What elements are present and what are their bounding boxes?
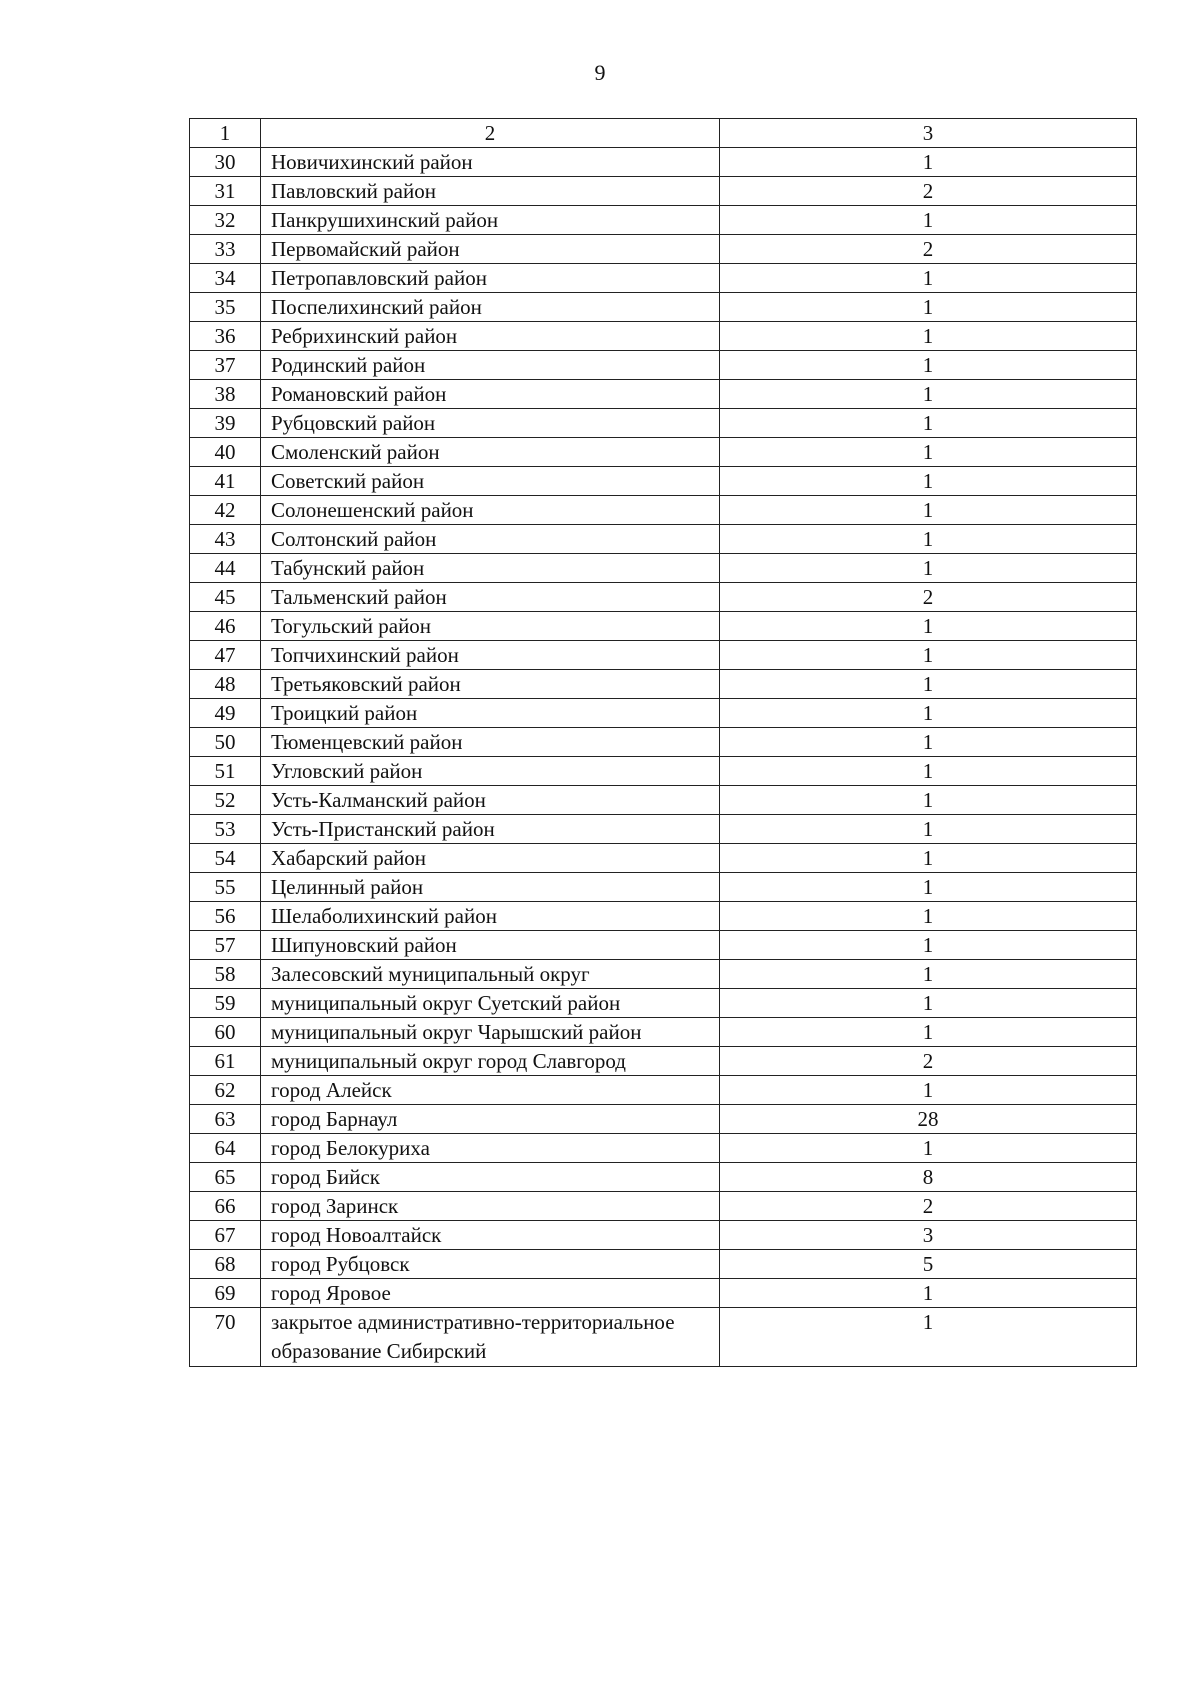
row-number-cell: 66 (190, 1192, 261, 1221)
row-number-cell: 64 (190, 1134, 261, 1163)
district-name-cell: Первомайский район (261, 235, 720, 264)
table-row (190, 583, 1137, 612)
row-number-cell: 49 (190, 699, 261, 728)
district-name-cell: Хабарский район (261, 844, 720, 873)
table-row (190, 641, 1137, 670)
count-cell: 2 (720, 1192, 1137, 1221)
table-row (190, 554, 1137, 583)
district-name-cell: Угловский район (261, 757, 720, 786)
count-cell: 1 (720, 1134, 1137, 1163)
header-cell-col2: 2 (261, 119, 720, 148)
row-number-cell: 57 (190, 931, 261, 960)
count-cell: 1 (720, 1308, 1137, 1367)
row-number-cell: 44 (190, 554, 261, 583)
row-number-cell: 70 (190, 1308, 261, 1367)
table-row (190, 1134, 1137, 1163)
count-cell: 1 (720, 670, 1137, 699)
row-number-cell: 38 (190, 380, 261, 409)
district-name-cell: Тюменцевский район (261, 728, 720, 757)
table-row (190, 1105, 1137, 1134)
district-name-cell: город Алейск (261, 1076, 720, 1105)
count-cell: 5 (720, 1250, 1137, 1279)
row-number-cell: 34 (190, 264, 261, 293)
count-cell: 1 (720, 1076, 1137, 1105)
district-name-cell: Тальменский район (261, 583, 720, 612)
row-number-cell: 65 (190, 1163, 261, 1192)
row-number-cell: 50 (190, 728, 261, 757)
count-cell: 1 (720, 815, 1137, 844)
count-cell: 1 (720, 1279, 1137, 1308)
table-row (190, 467, 1137, 496)
count-cell: 1 (720, 496, 1137, 525)
row-number-cell: 46 (190, 612, 261, 641)
district-name-cell: Смоленский район (261, 438, 720, 467)
table-row (190, 1018, 1137, 1047)
table-row (190, 380, 1137, 409)
table-row (190, 438, 1137, 467)
count-cell: 1 (720, 380, 1137, 409)
table-row (190, 264, 1137, 293)
district-name-cell: Романовский район (261, 380, 720, 409)
row-number-cell: 48 (190, 670, 261, 699)
row-number-cell: 45 (190, 583, 261, 612)
count-cell: 1 (720, 902, 1137, 931)
row-number-cell: 62 (190, 1076, 261, 1105)
table-row (190, 931, 1137, 960)
row-number-cell: 52 (190, 786, 261, 815)
table-row (190, 757, 1137, 786)
count-cell: 1 (720, 757, 1137, 786)
table-row (190, 902, 1137, 931)
header-cell-col1: 1 (190, 119, 261, 148)
row-number-cell: 40 (190, 438, 261, 467)
header-cell-col3: 3 (720, 119, 1137, 148)
table-row (190, 612, 1137, 641)
district-name-cell: Усть-Калманский район (261, 786, 720, 815)
row-number-cell: 30 (190, 148, 261, 177)
row-number-cell: 60 (190, 1018, 261, 1047)
row-number-cell: 47 (190, 641, 261, 670)
count-cell: 3 (720, 1221, 1137, 1250)
count-cell: 2 (720, 1047, 1137, 1076)
table-row (190, 873, 1137, 902)
row-number-cell: 35 (190, 293, 261, 322)
count-cell: 1 (720, 148, 1137, 177)
table-row (190, 1250, 1137, 1279)
count-cell: 1 (720, 960, 1137, 989)
row-number-cell: 32 (190, 206, 261, 235)
count-cell: 1 (720, 467, 1137, 496)
count-cell: 1 (720, 786, 1137, 815)
count-cell: 1 (720, 351, 1137, 380)
count-cell: 2 (720, 177, 1137, 206)
count-cell: 2 (720, 235, 1137, 264)
table-row (190, 293, 1137, 322)
districts-table (189, 118, 1137, 1367)
table-row (190, 670, 1137, 699)
district-name-cell: Шелаболихинский район (261, 902, 720, 931)
row-number-cell: 37 (190, 351, 261, 380)
table-row (190, 815, 1137, 844)
district-name-cell: Поспелихинский район (261, 293, 720, 322)
district-name-cell: город Рубцовск (261, 1250, 720, 1279)
row-number-cell: 33 (190, 235, 261, 264)
table-row (190, 989, 1137, 1018)
table-row (190, 844, 1137, 873)
count-cell: 1 (720, 989, 1137, 1018)
district-name-cell: Усть-Пристанский район (261, 815, 720, 844)
row-number-cell: 56 (190, 902, 261, 931)
table-row (190, 1047, 1137, 1076)
table-header-row (190, 119, 1137, 148)
count-cell: 1 (720, 1018, 1137, 1047)
district-name-cell: Советский район (261, 467, 720, 496)
table-row (190, 409, 1137, 438)
table-row (190, 235, 1137, 264)
row-number-cell: 43 (190, 525, 261, 554)
count-cell: 1 (720, 525, 1137, 554)
table-row (190, 1308, 1137, 1367)
district-name-cell: Целинный район (261, 873, 720, 902)
district-name-cell: Залесовский муниципальный округ (261, 960, 720, 989)
row-number-cell: 51 (190, 757, 261, 786)
row-number-cell: 55 (190, 873, 261, 902)
count-cell: 28 (720, 1105, 1137, 1134)
row-number-cell: 63 (190, 1105, 261, 1134)
district-name-cell: Петропавловский район (261, 264, 720, 293)
row-number-cell: 68 (190, 1250, 261, 1279)
count-cell: 1 (720, 554, 1137, 583)
district-name-cell: Тогульский район (261, 612, 720, 641)
table-body (190, 119, 1137, 1367)
row-number-cell: 61 (190, 1047, 261, 1076)
count-cell: 1 (720, 206, 1137, 235)
district-name-cell: город Белокуриха (261, 1134, 720, 1163)
table-row (190, 322, 1137, 351)
table-row (190, 1163, 1137, 1192)
district-name-cell: Рубцовский район (261, 409, 720, 438)
count-cell: 1 (720, 931, 1137, 960)
row-number-cell: 59 (190, 989, 261, 1018)
count-cell: 2 (720, 583, 1137, 612)
district-name-cell: Табунский район (261, 554, 720, 583)
row-number-cell: 58 (190, 960, 261, 989)
count-cell: 1 (720, 409, 1137, 438)
row-number-cell: 39 (190, 409, 261, 438)
count-cell: 1 (720, 322, 1137, 351)
row-number-cell: 67 (190, 1221, 261, 1250)
table-row (190, 1076, 1137, 1105)
count-cell: 1 (720, 264, 1137, 293)
table-row (190, 496, 1137, 525)
district-name-cell: город Барнаул (261, 1105, 720, 1134)
district-name-cell: муниципальный округ Чарышский район (261, 1018, 720, 1047)
district-name-cell: Солтонский район (261, 525, 720, 554)
district-name-cell: Солонешенский район (261, 496, 720, 525)
district-name-cell: Ребрихинский район (261, 322, 720, 351)
count-cell: 1 (720, 699, 1137, 728)
table-row (190, 351, 1137, 380)
row-number-cell: 36 (190, 322, 261, 351)
row-number-cell: 53 (190, 815, 261, 844)
district-name-cell: город Яровое (261, 1279, 720, 1308)
page-number: 9 (594, 60, 606, 85)
row-number-cell: 69 (190, 1279, 261, 1308)
table-row (190, 728, 1137, 757)
row-number-cell: 54 (190, 844, 261, 873)
district-name-cell: закрытое административно-территориальное образование Сибирский (261, 1308, 720, 1367)
table-row (190, 206, 1137, 235)
district-name-cell: Павловский район (261, 177, 720, 206)
table-row (190, 148, 1137, 177)
count-cell: 1 (720, 293, 1137, 322)
count-cell: 1 (720, 844, 1137, 873)
count-cell: 1 (720, 641, 1137, 670)
district-name-cell: город Заринск (261, 1192, 720, 1221)
table-row (190, 177, 1137, 206)
table-row (190, 1221, 1137, 1250)
district-name-cell: город Новоалтайск (261, 1221, 720, 1250)
count-cell: 8 (720, 1163, 1137, 1192)
count-cell: 1 (720, 612, 1137, 641)
district-name-cell: город Бийск (261, 1163, 720, 1192)
district-name-cell: муниципальный округ Суетский район (261, 989, 720, 1018)
district-name-cell: Шипуновский район (261, 931, 720, 960)
table-row (190, 1279, 1137, 1308)
row-number-cell: 41 (190, 467, 261, 496)
table-row (190, 1192, 1137, 1221)
count-cell: 1 (720, 728, 1137, 757)
district-name-cell: Родинский район (261, 351, 720, 380)
count-cell: 1 (720, 873, 1137, 902)
table-row (190, 525, 1137, 554)
row-number-cell: 31 (190, 177, 261, 206)
district-name-cell: Топчихинский район (261, 641, 720, 670)
count-cell: 1 (720, 438, 1137, 467)
table-row (190, 699, 1137, 728)
district-name-cell: муниципальный округ город Славгород (261, 1047, 720, 1076)
table-row (190, 960, 1137, 989)
district-name-cell: Троицкий район (261, 699, 720, 728)
district-name-cell: Панкрушихинский район (261, 206, 720, 235)
row-number-cell: 42 (190, 496, 261, 525)
district-name-cell: Новичихинский район (261, 148, 720, 177)
district-name-cell: Третьяковский район (261, 670, 720, 699)
table-row (190, 786, 1137, 815)
